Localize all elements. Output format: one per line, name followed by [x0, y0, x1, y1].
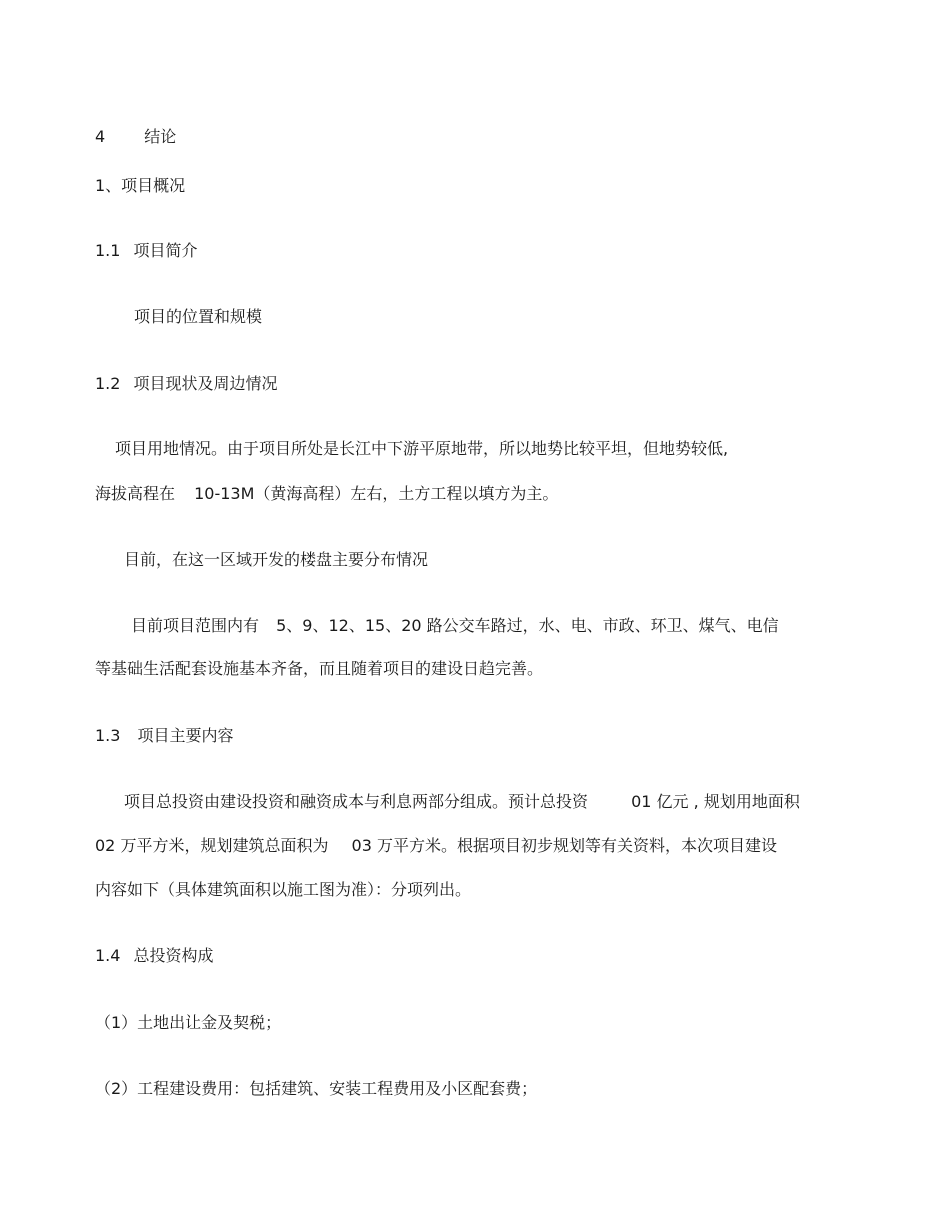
heading-text: 总投资构成	[133, 946, 214, 965]
heading-1-1	[95, 240, 198, 262]
paragraph-facilities-line-2: 等基础生活配套设施基本齐备，而且随着项目的建设日趋完善。	[95, 659, 544, 678]
heading-text: 结论	[144, 127, 177, 146]
list-item-construction-cost: （2）工程建设费用：包括建筑、安装工程费用及小区配套费；	[95, 1079, 538, 1098]
text-segment: 02 万平方米，规划建筑总面积为	[95, 836, 329, 855]
heading-project-overview: 1、项目概况	[95, 176, 186, 195]
section-heading-4	[95, 126, 176, 148]
subheading-location-scale: 项目的位置和规模	[134, 307, 263, 326]
heading-number: 1.4	[95, 946, 121, 965]
heading-text: 项目现状及周边情况	[133, 374, 278, 393]
text-segment: 03 万平方米。根据项目初步规划等有关资料，本次项目建设	[351, 836, 777, 855]
paragraph-investment-line-1	[124, 791, 800, 813]
heading-number: 1.3	[95, 726, 121, 745]
paragraph-area-development: 目前，在这一区域开发的楼盘主要分布情况	[124, 550, 429, 569]
text-segment: 海拔高程在	[95, 484, 176, 503]
paragraph-investment-line-3: 内容如下（具体建筑面积以施工图为准）：分项列出。	[95, 880, 472, 899]
heading-text: 项目简介	[133, 241, 198, 260]
heading-number: 4	[95, 127, 106, 146]
paragraph-facilities-line-1	[131, 615, 779, 637]
paragraph-land-use-line-2	[95, 483, 558, 505]
text-segment: 01 亿元 , 规划用地面积	[631, 792, 800, 811]
heading-number: 1.2	[95, 374, 121, 393]
text-segment: 5、9、12、15、20 路公交车路过，水、电、市政、环卫、煤气、电信	[276, 616, 779, 635]
heading-1-2	[95, 373, 278, 395]
paragraph-land-use-line-1: 项目用地情况。由于项目所处是长江中下游平原地带，所以地势比较平坦，但地势较低,	[115, 439, 729, 458]
text-segment: 项目总投资由建设投资和融资成本与利息两部分组成。预计总投资	[124, 792, 589, 811]
list-item-land-fee: （1）土地出让金及契税；	[95, 1013, 282, 1032]
heading-1-3	[95, 725, 234, 747]
paragraph-investment-line-2	[95, 835, 777, 857]
heading-text: 项目主要内容	[137, 726, 234, 745]
heading-1-4	[95, 945, 214, 967]
heading-number: 1.1	[95, 241, 121, 260]
text-segment: 10-13M（黄海高程）左右，土方工程以填方为主。	[194, 484, 559, 503]
text-segment: 目前项目范围内有	[131, 616, 260, 635]
